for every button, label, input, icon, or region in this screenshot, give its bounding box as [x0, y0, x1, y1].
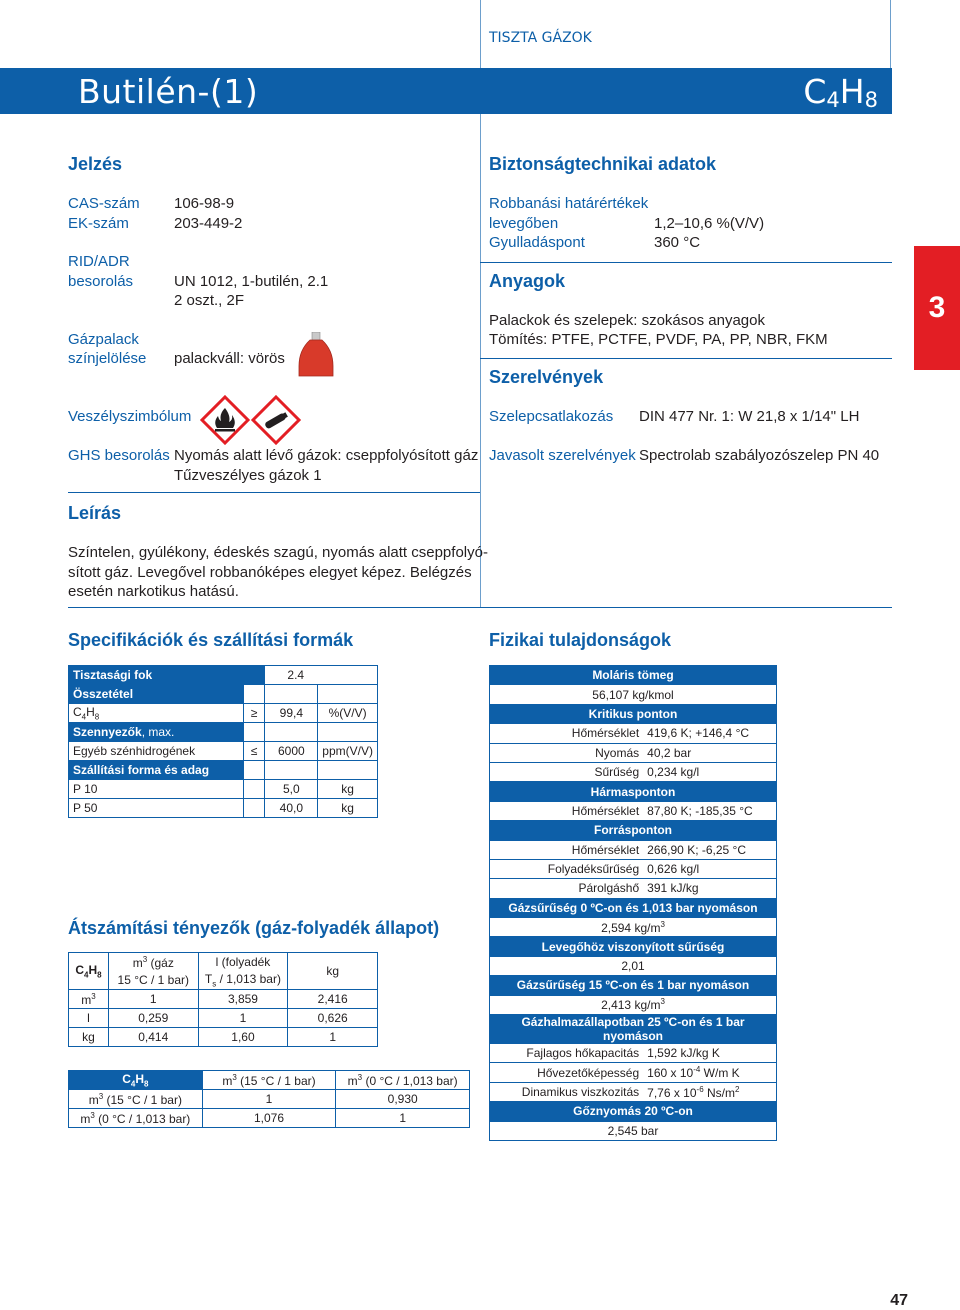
prop-value: 40,2 bar: [643, 743, 776, 762]
prop-value: 0,234 kg/l: [643, 762, 776, 781]
prop-value: 0,626 kg/l: [643, 859, 776, 878]
conversion-table-1: [68, 952, 378, 1047]
anyagok-line-1: Palackok és szelepek: szokásos anyagok: [489, 312, 765, 329]
table-row: [490, 801, 777, 820]
levego-header: Levegőhöz viszonyított sűrűség: [490, 937, 777, 956]
t1-col2-head-2: $T_s / 1,013$ bar): [198, 971, 288, 990]
spec-heading: Specifikációk és szállítási formák: [68, 630, 354, 650]
robbanasi-label-1: Robbanási határértékek: [489, 195, 649, 212]
gyulladaspont-label: Gyulladáspont: [489, 234, 585, 251]
table-row: [490, 995, 777, 1014]
gazsur15-header: Gázsűrűség 15 ºC-on és 1 bar nyomáson: [490, 976, 777, 995]
jelzes-heading: Jelzés: [68, 154, 123, 174]
table-row: [69, 1090, 470, 1109]
t1-cell: 1,60: [198, 1028, 288, 1047]
table-row: [69, 780, 378, 799]
table-row: [490, 956, 777, 975]
cas-label: CAS-szám: [68, 195, 140, 212]
t1-row-label: l: [69, 1009, 109, 1028]
table-row: [69, 1009, 378, 1028]
prop-value: 1,592 kJ/kg K: [643, 1044, 776, 1063]
egyeb-label: Egyéb szénhidrogének: [69, 742, 244, 761]
page-title: Butilén-(1): [78, 72, 259, 111]
t2-col1-head: $m^3$ (15 °C / 1 bar): [202, 1071, 336, 1090]
szelepcsatlakozas-value: DIN 477 Nr. 1: W 21,8 x 1/14" LH: [639, 408, 860, 425]
anyagok-heading: Anyagok: [489, 271, 566, 291]
javasolt-value: Spectrolab szabályozószelep PN 40: [639, 447, 880, 464]
p50-unit: kg: [318, 799, 378, 818]
t2-row-label: $m^3$ (15 °C / 1 bar): [69, 1090, 203, 1109]
biztonsag-separator: [480, 262, 892, 263]
prop-label: Sűrűség: [490, 762, 644, 781]
table-row: [490, 1015, 777, 1044]
t1-cell: 0,414: [108, 1028, 198, 1047]
table-row: [69, 1028, 378, 1047]
prop-value: 419,6 K; +146,4 °C: [643, 724, 776, 743]
prop-label: Dinamikus viszkozitás: [490, 1082, 644, 1101]
prop-value: 7,76 x $10^{-6}$ $Ns/m^2$: [643, 1082, 776, 1101]
ghs-label: GHS besorolás: [68, 447, 170, 464]
prop-label: Hőmérséklet: [490, 801, 644, 820]
prop-value: 266,90 K; -6,25 °C: [643, 840, 776, 859]
robbanasi-value: 1,2–10,6 %(V/V): [654, 215, 765, 232]
table-row: [490, 685, 777, 704]
t1-cell: 2,416: [288, 990, 378, 1009]
t1-cell: 1: [288, 1028, 378, 1047]
p50-label: P 50: [69, 799, 244, 818]
title-strip-left: [0, 68, 68, 114]
t1-row-label: kg: [69, 1028, 109, 1047]
tisztasag-value: 2.4: [265, 666, 378, 685]
table-row: [490, 724, 777, 743]
category-label: TISZTA GÁZOK: [489, 30, 592, 46]
comp-operator: ≥: [243, 704, 265, 723]
gyulladaspont-value: 360 °C: [654, 234, 701, 251]
table-row: [69, 685, 378, 704]
table-row: [490, 762, 777, 781]
cas-value: 106-98-9: [174, 195, 235, 212]
rid-value-2: 2 oszt., 2F: [174, 292, 245, 309]
tisztasag-label: Tisztasági fok: [69, 666, 265, 685]
prop-label: Fajlagos hőkapacitás: [490, 1044, 644, 1063]
column-divider: [480, 114, 481, 608]
egyeb-operator: ≤: [243, 742, 265, 761]
t1-cell: 1: [198, 1009, 288, 1028]
t2-cell: 1: [336, 1109, 470, 1128]
table-row: [69, 666, 378, 685]
chemical-formula: $C_4H_8$: [803, 72, 878, 112]
szallitasi-label: Szállítási forma és adag: [69, 761, 244, 780]
gas-cylinder-hazard-icon: [251, 395, 301, 445]
t2-cell: 1,076: [202, 1109, 336, 1128]
table-row: [69, 742, 378, 761]
fizikai-heading: Fizikai tulajdonságok: [489, 630, 672, 650]
t2-col2-head: $m^3$ (0 °C / 1,013 bar): [336, 1071, 470, 1090]
page-number: 47: [890, 1292, 908, 1309]
javasolt-label: Javasolt szerelvények: [489, 447, 636, 464]
table-row: [490, 1082, 777, 1101]
forras-header: Forrásponton: [490, 821, 777, 840]
egyeb-unit: ppm(V/V): [318, 742, 378, 761]
szelepcsatlakozas-label: Szelepcsatlakozás: [489, 408, 614, 425]
title-bar: [68, 68, 892, 114]
t1-cell: 0,259: [108, 1009, 198, 1028]
kritikus-header: Kritikus ponton: [490, 704, 777, 723]
table-row: [490, 840, 777, 859]
gazsur0-header: Gázsűrűség 0 ºC-on és 1,013 bar nyomáson: [490, 898, 777, 917]
comp-value: 99,4: [265, 704, 318, 723]
rid-value-1: UN 1012, 1-butilén, 2.1: [174, 273, 329, 290]
t1-cell: 3,859: [198, 990, 288, 1009]
table-row: [490, 821, 777, 840]
gazpalack-value: palackváll: vörös: [174, 350, 285, 367]
t2-cell: 0,930: [336, 1090, 470, 1109]
osszetetel-label: Összetétel: [69, 685, 244, 704]
leiras-heading: Leírás: [68, 503, 122, 523]
biztonsag-heading: Biztonságtechnikai adatok: [489, 154, 717, 174]
t2-row-label: $m^3$ (0 °C / 1,013 bar): [69, 1109, 203, 1128]
molaris-header: Moláris tömeg: [490, 666, 777, 685]
t2-cell: 1: [202, 1090, 336, 1109]
t1-cell: 0,626: [288, 1009, 378, 1028]
anyagok-separator: [480, 358, 892, 359]
gazsur0-value: 2,594 $kg/m^3$: [490, 918, 777, 937]
spec-table: [68, 665, 378, 818]
flame-hazard-icon: [200, 395, 250, 445]
table-row: [69, 1071, 470, 1090]
goz-value: 2,545 bar: [490, 1121, 777, 1140]
table-row: [490, 704, 777, 723]
prop-label: Hőmérséklet: [490, 840, 644, 859]
table-row: [490, 666, 777, 685]
anyagok-line-2: Tömítés: PTFE, PCTFE, PVDF, PA, PP, NBR, FKM: [489, 331, 828, 348]
table-row: [490, 1044, 777, 1063]
rid-label-1: RID/ADR: [68, 253, 130, 270]
szennyezok-label: Szennyezők, max.: [69, 723, 244, 742]
symbol-label: Veszélyszimbólum: [68, 408, 192, 425]
leiras-separator: [68, 607, 892, 608]
p50-value: 40,0: [265, 799, 318, 818]
ghs-value-2: Tűzveszélyes gázok 1: [174, 467, 322, 484]
t1-cell: 1: [108, 990, 198, 1009]
prop-value: 87,80 K; -185,35 °C: [643, 801, 776, 820]
t1-col2-head: l (folyadék: [198, 953, 288, 972]
t2-formula: $C_4H_8$: [69, 1071, 203, 1090]
table-row: [69, 723, 378, 742]
table-row: [490, 937, 777, 956]
p10-value: 5,0: [265, 780, 318, 799]
table-row: [69, 799, 378, 818]
harmas-header: Hármasponton: [490, 782, 777, 801]
table-row: [69, 953, 378, 972]
table-row: [69, 990, 378, 1009]
p10-label: P 10: [69, 780, 244, 799]
table-row: [490, 918, 777, 937]
prop-value: 160 x $10^{-4}$ W/m K: [643, 1063, 776, 1082]
prop-label: Nyomás: [490, 743, 644, 762]
ek-value: 203-449-2: [174, 215, 243, 232]
header-right-divider: [890, 0, 891, 68]
szerelvenyek-heading: Szerelvények: [489, 367, 604, 387]
prop-label: Párolgáshő: [490, 879, 644, 898]
ghs-value-1: Nyomás alatt lévő gázok: cseppfolyósított gáz: [174, 447, 479, 464]
jelzes-separator: [68, 492, 480, 493]
leiras-line-2: sított gáz. Levegővel robbanóképes elegyet képez. Belégzés: [68, 564, 472, 581]
header-divider: [480, 0, 481, 68]
prop-label: Hőmérséklet: [490, 724, 644, 743]
table-row: [490, 898, 777, 917]
table-row: [69, 1109, 470, 1128]
prop-value: 391 kJ/kg: [643, 879, 776, 898]
p10-unit: kg: [318, 780, 378, 799]
t1-col1-head-2: 15 °C / 1 bar): [108, 971, 198, 990]
t1-col1-head: $m^3$ (gáz: [108, 953, 198, 972]
table-row: [490, 1121, 777, 1140]
levego-value: 2,01: [490, 956, 777, 975]
table-row: [490, 859, 777, 878]
table-row: [69, 761, 378, 780]
rid-label-2: besorolás: [68, 273, 134, 290]
physical-properties-table: [489, 665, 777, 1141]
table-row: [490, 743, 777, 762]
atszamitas-heading: Átszámítási tényezők (gáz-folyadék állapot): [68, 918, 440, 938]
section-tab: 3: [914, 246, 960, 370]
robbanasi-label-2: levegőben: [489, 215, 559, 232]
table-row: [490, 1063, 777, 1082]
molaris-value: 56,107 kg/kmol: [490, 685, 777, 704]
table-row: [490, 1102, 777, 1121]
leiras-line-3: esetén narkotikus hatású.: [68, 583, 239, 600]
leiras-line-1: Színtelen, gyúlékony, édeskés szagú, nyomás alatt cseppfolyó-: [68, 544, 488, 561]
ek-label: EK-szám: [68, 215, 129, 232]
table-row: [69, 704, 378, 723]
table-row: [490, 879, 777, 898]
prop-label: Hővezetőképesség: [490, 1063, 644, 1082]
conversion-table-2: [68, 1070, 470, 1128]
egyeb-value: 6000: [265, 742, 318, 761]
table-row: [490, 976, 777, 995]
cylinder-shoulder-icon: [298, 332, 334, 378]
gazsur15-value: 2,413 $kg/m^3$: [490, 995, 777, 1014]
prop-label: Folyadéksűrűség: [490, 859, 644, 878]
comp-formula: $C_4H_8$: [69, 704, 244, 723]
t1-col3-head: kg: [288, 953, 378, 990]
comp-unit: %(V/V): [318, 704, 378, 723]
gazpalack-label-1: Gázpalack: [68, 331, 139, 348]
gazhalm-header: Gázhalmazállapotban 25 ºC-on és 1 bar nyomáson: [490, 1015, 777, 1044]
t1-formula: $C_4H_8$: [69, 953, 109, 990]
t1-row-label: $m^3$: [69, 990, 109, 1009]
table-row: [490, 782, 777, 801]
goz-header: Gőznyomás 20 ºC-on: [490, 1102, 777, 1121]
gazpalack-label-2: színjelölése: [68, 350, 147, 367]
